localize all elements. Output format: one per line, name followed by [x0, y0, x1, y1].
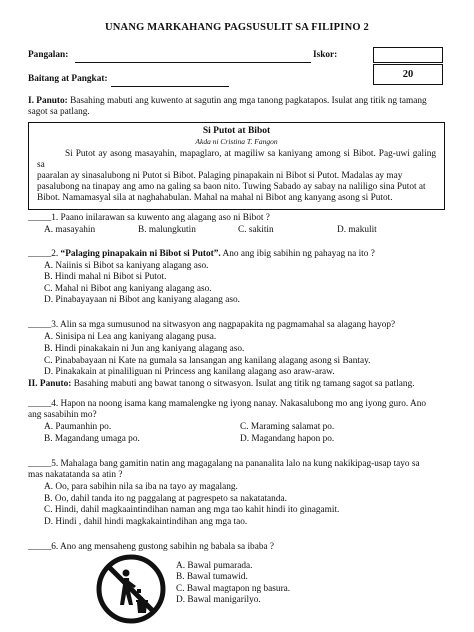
question-4-line2: ang sasabihin mo?	[28, 410, 97, 420]
q2-choice-d[interactable]: D. Pinabayayaan ni Bibot ang kaniyang alagang aso.	[44, 295, 240, 305]
q2-choice-b[interactable]: B. Hindi mahal ni Bibot si Putot.	[44, 272, 167, 282]
q3-choice-d[interactable]: D. Pinakakain at pinaliliguan ni Princess ang kanilang alagang aso araw-araw.	[44, 367, 335, 377]
q1-choice-b[interactable]: B. malungkutin	[138, 225, 196, 235]
grade-label: Baitang at Pangkat:	[28, 74, 108, 84]
part2-instruction: II. Panuto: Basahing mabuti ang bawat tanong o sitwasyon. Isulat ang titik ng tamang sagot sa patlang.	[28, 379, 415, 389]
score-label: Iskor:	[313, 50, 338, 60]
part1-instruction-line2: sagot sa patlang.	[28, 107, 90, 117]
q2-choice-a[interactable]: A. Naiinis si Bibot sa kaniyang alagang aso.	[44, 261, 209, 271]
story-line: Si Putot ay asong masayahin, mapaglaro, at magiliw sa kaniyang among si Bibot. Pag-uwi galing sa	[37, 149, 436, 170]
story-line: pasalubong na tinapay ang amo na galing sa baon nito. Tuwing Sabado ay sabay na naliligo sina Putot at	[37, 182, 426, 192]
q4-choice-c[interactable]: C. Maraming salamat po.	[240, 422, 335, 432]
q6-choice-a[interactable]: A. Bawal pumarada.	[176, 561, 253, 571]
grade-field[interactable]	[111, 74, 229, 92]
q5-choice-d[interactable]: D. Hindi , dahil hindi magkakaintindihan ang mga tao.	[44, 517, 248, 527]
story-author: Akda ni Cristina T. Fangon	[195, 137, 278, 146]
part1-heading: I. Panuto:	[28, 96, 68, 106]
q1-choice-c[interactable]: C. sakitin	[238, 225, 274, 235]
question-3: _____3. Alin sa mga sumusunod na sitwasyon ang nagpapakita ng pagmamahal sa alagang hayop?	[28, 320, 396, 330]
q3-choice-c[interactable]: C. Pinababayaan ni Kate na gumala sa lansangan ang kanilang alagang asong si Bantay.	[44, 356, 371, 366]
score-field[interactable]	[373, 47, 443, 63]
q5-choice-a[interactable]: A. Oo, para sabihin nila sa iba na tayo ay magalang.	[44, 482, 238, 492]
q6-choice-d[interactable]: D. Bawal manigarilyo.	[176, 595, 261, 605]
name-field[interactable]	[75, 50, 311, 68]
story-text	[37, 149, 436, 204]
story-line: Bibot. Namamasyal sila at naghahabulan. Mahal na mahal ni Bibot ang kanyang asong si Putot.	[37, 193, 393, 203]
question-1: _____1. Paano inilarawan sa kuwento ang alagang aso ni Bibot ?	[28, 213, 270, 223]
part1-instruction-line1: I. Panuto: Basahing mabuti ang kuwento at sagutin ang mga tanong pagkatapos. Isulat ang titik ng tamang	[28, 96, 427, 106]
story-title: Si Putot at Bibot	[202, 126, 271, 136]
page-title: UNANG MARKAHANG PAGSUSULIT SA FILIPINO 2	[104, 22, 369, 33]
question-5-line2: mas nakatatanda sa atin ?	[28, 470, 123, 480]
q6-choice-c[interactable]: C. Bawal magtapon ng basura.	[176, 584, 291, 594]
no-littering-sign-icon	[95, 553, 167, 625]
q5-choice-c[interactable]: C. Hindi, dahil magkaaintindihan naman ang mga tao kahit hindi ito ginagamit.	[44, 505, 340, 515]
q6-choice-b[interactable]: B. Bawal tumawid.	[176, 572, 248, 582]
part2-heading: II. Panuto:	[28, 379, 72, 389]
question-5-line1: _____5. Mahalaga bang gamitin natin ang magagalang na pananalita lalo na kung nakikipag-usap tayo sa	[28, 459, 420, 469]
q4-choice-d[interactable]: D. Magandang hapon po.	[240, 434, 335, 444]
total-score-box	[373, 64, 443, 85]
story-line: paaralan ay sinasalubong ni Putot si Bibot. Palaging pinapakain ni Bibot si Putot. Madalas ay may	[37, 171, 403, 181]
name-label: Pangalan:	[28, 50, 69, 60]
story-box	[28, 122, 445, 210]
question-4-line1: _____4. Hapon na noong isama kang mamalengke ng iyong nanay. Nakasalubong mo ang iyong guro. Ano	[28, 399, 427, 409]
q4-choice-b[interactable]: B. Magandang umaga po.	[44, 434, 140, 444]
total-score: 20	[402, 69, 414, 80]
question-6: _____6. Ano ang mensaheng gustong sabihin ng babala sa ibaba ?	[28, 542, 275, 552]
q2-choice-c[interactable]: C. Mahal ni Bibot ang kaniyang alagang aso.	[44, 284, 212, 294]
q3-choice-a[interactable]: A. Sinisipa ni Lea ang kaniyang alagang pusa.	[44, 332, 217, 342]
q2-quote: “Palaging pinapakain ni Bibot si Putot”.	[60, 249, 221, 259]
q4-choice-a[interactable]: A. Paumanhin po.	[44, 422, 112, 432]
q1-choice-a[interactable]: A. masayahin	[44, 225, 96, 235]
q3-choice-b[interactable]: B. Hindi pinakakain ni Jun ang kaniyang alagang aso.	[44, 344, 245, 354]
q1-choice-d[interactable]: D. makulit	[337, 225, 377, 235]
q5-choice-b[interactable]: B. Oo, dahil tanda ito ng paggalang at pagrespeto sa nakatatanda.	[44, 494, 287, 504]
question-2: _____2. “Palaging pinapakain ni Bibot si Putot”. Ano ang ibig sabihin ng pahayag na ito ?	[28, 249, 375, 259]
